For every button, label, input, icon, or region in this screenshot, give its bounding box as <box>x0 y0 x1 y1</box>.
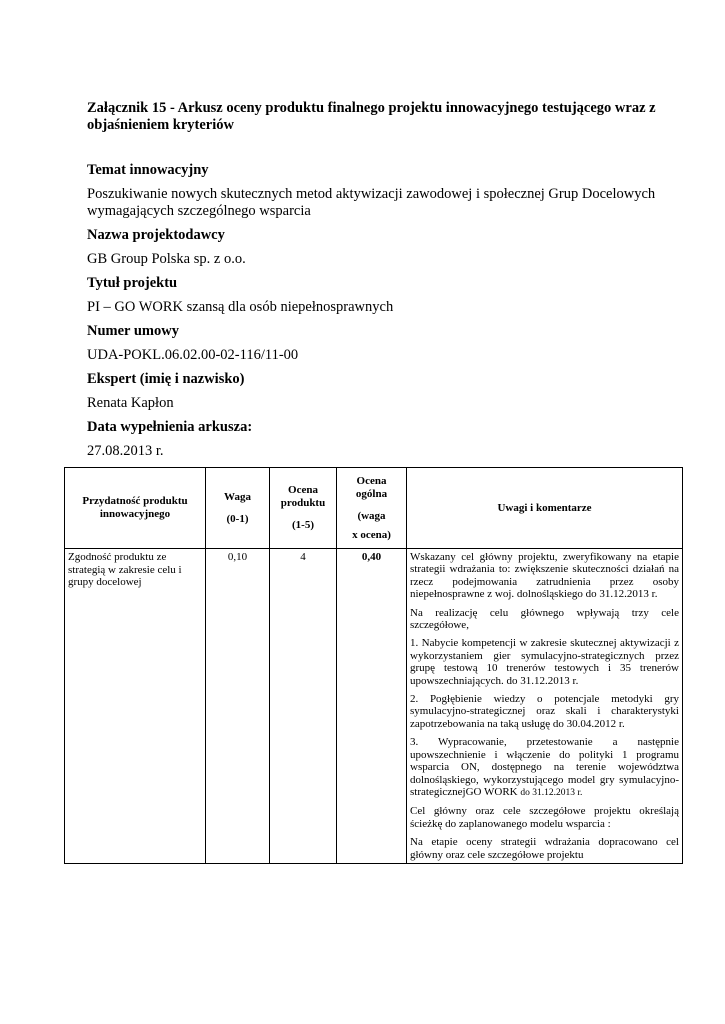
ogolna-cell: 0,40 <box>337 549 407 864</box>
data-value: 27.08.2013 r. <box>87 443 164 459</box>
notes-paragraph: 2. Pogłębienie wiedzy o potencjale metodyki gry symulacyjno-strategicznej oraz skali i charakterystyki zapotrzebowania na taką usługę do 30.04.2012 r. <box>410 693 679 730</box>
document-title: Załącznik 15 - Arkusz oceny produktu finalnego projektu innowacyjnego testującego wraz z objaśnieniem kryteriów <box>87 100 656 133</box>
table-row <box>65 549 683 864</box>
notes-date: do 31.12.2013 r. <box>520 787 583 798</box>
criterion-cell: Zgodność produktu ze strategią w zakresie celu i grupy docelowej <box>65 549 206 864</box>
notes-paragraph: Cel główny oraz cele szczegółowe projektu określają ścieżkę do zaplanowanego modelu wsparcia : <box>410 805 679 830</box>
header-waga-range: (0-1) <box>226 512 249 525</box>
header-criterion: Przydatność produktu innowacyjnego <box>65 468 206 549</box>
header-ocena-ogolna: Ocena ogólna (waga x ocena) <box>337 468 407 549</box>
notes-paragraph: 3. Wypracowanie, przetestowanie a następnie upowszechnienie i włączenie do polityki 1 programu wsparcia ON, dostępnego na terenie województwa dolnośląskiego, wykorzystującego model gry symulacyjno-strategicznejGO WORK do 31.12.2013 r. <box>410 736 679 798</box>
temat-value: Poszukiwanie nowych skutecznych metod aktywizacji zawodowej i społecznej Grup Docelowych wymagających szczególnego wsparcia <box>87 186 656 219</box>
table-header-row <box>65 468 683 549</box>
notes-cell <box>407 549 683 864</box>
evaluation-table <box>64 467 683 864</box>
ekspert-label: Ekspert (imię i nazwisko) <box>87 371 245 387</box>
temat-label: Temat innowacyjny <box>87 162 209 178</box>
header-formula-1: (waga <box>357 509 386 522</box>
data-label: Data wypełnienia arkusza: <box>87 419 253 435</box>
notes-paragraph: Na etapie oceny strategii wdrażania dopracowano cel główny oraz cele szczegółowe projektu <box>410 836 679 861</box>
header-formula-2: x ocena) <box>352 528 391 541</box>
tytul-label: Tytuł projektu <box>87 275 178 291</box>
umowa-value: UDA-POKL.06.02.00-02-116/11-00 <box>87 347 299 363</box>
notes-paragraph: 1. Nabycie kompetencji w zakresie skutecznej aktywizacji z wykorzystaniem gier symulacyjno-strategicznych przez grupę testową 10 trenerów testowych i 35 trenerów upowszechniających. do 31.12.2013 r. <box>410 637 679 687</box>
header-uwagi: Uwagi i komentarze <box>407 468 683 549</box>
header-ocena-range: (1-5) <box>292 519 314 531</box>
waga-cell: 0,10 <box>206 549 270 864</box>
header-ocena-produktu: Ocena produktu (1-5) <box>270 468 337 549</box>
projektodawca-value: GB Group Polska sp. z o.o. <box>87 251 246 267</box>
umowa-label: Numer umowy <box>87 323 179 339</box>
header-waga: Waga (0-1) <box>206 468 270 549</box>
ekspert-value: Renata Kapłon <box>87 395 174 411</box>
projektodawca-label: Nazwa projektodawcy <box>87 227 225 243</box>
ocena-cell: 4 <box>270 549 337 864</box>
notes-paragraph: Na realizację celu głównego wpływają trzy cele szczegółowe, <box>410 606 679 632</box>
project-info <box>87 162 677 460</box>
tytul-value: PI – GO WORK szansą dla osób niepełnosprawnych <box>87 299 394 315</box>
notes-paragraph: Wskazany cel główny projektu, zweryfikowany na etapie strategii wdrażania to: zwiększenie skuteczności działań na rzecz podejmowania zatrudnienia przez osoby niepełnosprawne z woj. dolnośląskiego do 31.12.2013 r. <box>410 551 679 601</box>
